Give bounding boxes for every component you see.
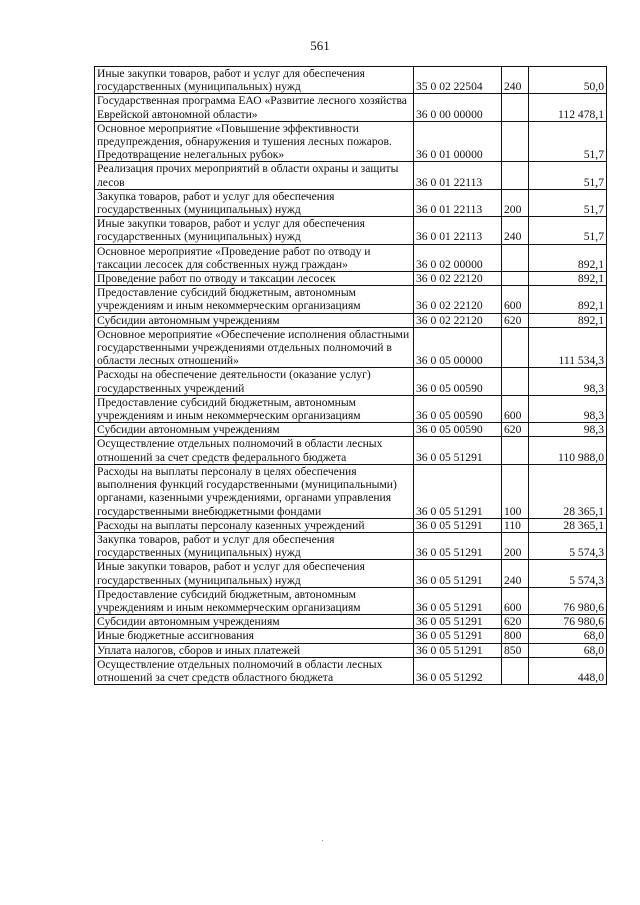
row-amount-cell: 68,0 [529, 629, 607, 643]
budget-table-body [95, 67, 607, 685]
row-name-cell: Иные бюджетные ассигнования [95, 629, 414, 643]
row-amount-cell: 51,7 [529, 189, 607, 216]
row-name-cell: Государственная программа ЕАО «Развитие лесного хозяйства Еврейской автономной области» [95, 94, 414, 121]
row-type-cell: 600 [502, 395, 529, 422]
row-amount-cell: 28 365,1 [529, 518, 607, 532]
row-type-cell: 600 [502, 587, 529, 614]
row-type-cell: 620 [502, 423, 529, 437]
table-row [95, 217, 607, 244]
row-amount-cell: 98,3 [529, 368, 607, 395]
table-row [95, 629, 607, 643]
row-type-cell: 240 [502, 67, 529, 94]
row-type-cell: 800 [502, 629, 529, 643]
table-row [95, 327, 607, 368]
table-row [95, 423, 607, 437]
row-amount-cell: 110 988,0 [529, 437, 607, 464]
table-row [95, 437, 607, 464]
table-row [95, 313, 607, 327]
row-code-cell: 36 0 05 00590 [414, 395, 502, 422]
table-row [95, 94, 607, 121]
row-amount-cell: 76 980,6 [529, 587, 607, 614]
row-name-cell: Предоставление субсидий бюджетным, автономным учреждениям и иным некоммерческим организациям [95, 587, 414, 614]
row-name-cell: Расходы на выплаты персоналу в целях обеспечения выполнения функций государственными (муниципальными) органами, казенными учреждениями, органами управления государственными внебюджетными фондами [95, 464, 414, 518]
table-row [95, 587, 607, 614]
row-name-cell: Осуществление отдельных полномочий в области лесных отношений за счет средств федерального бюджета [95, 437, 414, 464]
row-name-cell: Основное мероприятие «Повышение эффективности предупреждения, обнаружения и тушения лесных пожаров. Предотвращение нелегальных рубок» [95, 121, 414, 162]
row-amount-cell: 892,1 [529, 313, 607, 327]
row-code-cell: 36 0 02 22120 [414, 272, 502, 286]
row-name-cell: Иные закупки товаров, работ и услуг для обеспечения государственных (муниципальных) нужд [95, 217, 414, 244]
row-amount-cell: 98,3 [529, 423, 607, 437]
row-type-cell [502, 94, 529, 121]
row-code-cell: 36 0 02 22120 [414, 313, 502, 327]
row-name-cell: Закупка товаров, работ и услуг для обеспечения государственных (муниципальных) нужд [95, 189, 414, 216]
row-type-cell [502, 272, 529, 286]
row-code-cell: 36 0 01 22113 [414, 162, 502, 189]
row-name-cell: Основное мероприятие «Проведение работ по отводу и таксации лесосек для собственных нужд граждан» [95, 244, 414, 271]
row-code-cell: 36 0 05 51291 [414, 437, 502, 464]
row-type-cell: 200 [502, 189, 529, 216]
row-code-cell: 36 0 01 22113 [414, 189, 502, 216]
table-row [95, 464, 607, 518]
table-row [95, 518, 607, 532]
row-code-cell: 36 0 05 51291 [414, 587, 502, 614]
row-type-cell [502, 162, 529, 189]
table-row [95, 532, 607, 559]
row-name-cell: Проведение работ по отводу и таксации лесосек [95, 272, 414, 286]
row-type-cell: 200 [502, 532, 529, 559]
budget-table [94, 66, 607, 685]
row-type-cell: 100 [502, 464, 529, 518]
table-row [95, 189, 607, 216]
row-name-cell: Субсидии автономным учреждениям [95, 313, 414, 327]
row-amount-cell: 112 478,1 [529, 94, 607, 121]
table-row [95, 368, 607, 395]
table-row [95, 286, 607, 313]
table-row [95, 121, 607, 162]
row-code-cell: 36 0 05 51291 [414, 560, 502, 587]
table-row [95, 657, 607, 684]
table-row [95, 395, 607, 422]
row-type-cell [502, 657, 529, 684]
row-amount-cell: 51,7 [529, 217, 607, 244]
row-amount-cell: 5 574,3 [529, 560, 607, 587]
row-amount-cell: 51,7 [529, 121, 607, 162]
row-name-cell: Расходы на выплаты персоналу казенных учреждений [95, 518, 414, 532]
row-type-cell: 850 [502, 643, 529, 657]
row-amount-cell: 98,3 [529, 395, 607, 422]
row-amount-cell: 76 980,6 [529, 615, 607, 629]
row-type-cell [502, 327, 529, 368]
row-name-cell: Осуществление отдельных полномочий в области лесных отношений за счет средств областного бюджета [95, 657, 414, 684]
table-row [95, 162, 607, 189]
row-code-cell: 36 0 05 00590 [414, 423, 502, 437]
row-type-cell: 240 [502, 217, 529, 244]
row-type-cell: 600 [502, 286, 529, 313]
row-code-cell: 36 0 02 22120 [414, 286, 502, 313]
row-code-cell: 36 0 05 51291 [414, 464, 502, 518]
row-name-cell: Закупка товаров, работ и услуг для обеспечения государственных (муниципальных) нужд [95, 532, 414, 559]
row-code-cell: 36 0 01 00000 [414, 121, 502, 162]
table-row [95, 67, 607, 94]
row-amount-cell: 28 365,1 [529, 464, 607, 518]
row-amount-cell: 5 574,3 [529, 532, 607, 559]
row-amount-cell: 50,0 [529, 67, 607, 94]
row-code-cell: 35 0 02 22504 [414, 67, 502, 94]
table-row [95, 615, 607, 629]
row-name-cell: Субсидии автономным учреждениям [95, 615, 414, 629]
row-code-cell: 36 0 05 51291 [414, 643, 502, 657]
row-type-cell: 620 [502, 615, 529, 629]
table-row [95, 244, 607, 271]
page-number: 561 [310, 38, 330, 53]
row-code-cell: 36 0 05 00590 [414, 368, 502, 395]
row-amount-cell: 68,0 [529, 643, 607, 657]
row-name-cell: Предоставление субсидий бюджетным, автономным учреждениям и иным некоммерческим организациям [95, 286, 414, 313]
row-amount-cell: 892,1 [529, 272, 607, 286]
row-type-cell: 110 [502, 518, 529, 532]
row-code-cell: 36 0 02 00000 [414, 244, 502, 271]
row-type-cell [502, 368, 529, 395]
row-code-cell: 36 0 05 51291 [414, 532, 502, 559]
table-row [95, 272, 607, 286]
row-type-cell [502, 437, 529, 464]
row-name-cell: Расходы на обеспечение деятельности (оказание услуг) государственных учреждений [95, 368, 414, 395]
row-amount-cell: 892,1 [529, 244, 607, 271]
row-code-cell: 36 0 01 22113 [414, 217, 502, 244]
row-code-cell: 36 0 05 51291 [414, 518, 502, 532]
row-type-cell: 240 [502, 560, 529, 587]
row-amount-cell: 51,7 [529, 162, 607, 189]
row-type-cell [502, 244, 529, 271]
row-code-cell: 36 0 00 00000 [414, 94, 502, 121]
row-code-cell: 36 0 05 00000 [414, 327, 502, 368]
table-row [95, 560, 607, 587]
row-name-cell: Предоставление субсидий бюджетным, автономным учреждениям и иным некоммерческим организациям [95, 395, 414, 422]
row-name-cell: Реализация прочих мероприятий в области охраны и защиты лесов [95, 162, 414, 189]
row-name-cell: Уплата налогов, сборов и иных платежей [95, 643, 414, 657]
row-type-cell: 620 [502, 313, 529, 327]
table-row [95, 643, 607, 657]
row-name-cell: Основное мероприятие «Обеспечение исполнения областными государственными учреждениями отдельных полномочий в области лесных отношений» [95, 327, 414, 368]
row-name-cell: Иные закупки товаров, работ и услуг для обеспечения государственных (муниципальных) нужд [95, 560, 414, 587]
row-name-cell: Иные закупки товаров, работ и услуг для обеспечения государственных (муниципальных) нужд [95, 67, 414, 94]
row-code-cell: 36 0 05 51291 [414, 629, 502, 643]
row-type-cell [502, 121, 529, 162]
row-code-cell: 36 0 05 51291 [414, 615, 502, 629]
row-amount-cell: 448,0 [529, 657, 607, 684]
row-code-cell: 36 0 05 51292 [414, 657, 502, 684]
row-amount-cell: 892,1 [529, 286, 607, 313]
scan-speck [322, 840, 323, 841]
row-amount-cell: 111 534,3 [529, 327, 607, 368]
row-name-cell: Субсидии автономным учреждениям [95, 423, 414, 437]
